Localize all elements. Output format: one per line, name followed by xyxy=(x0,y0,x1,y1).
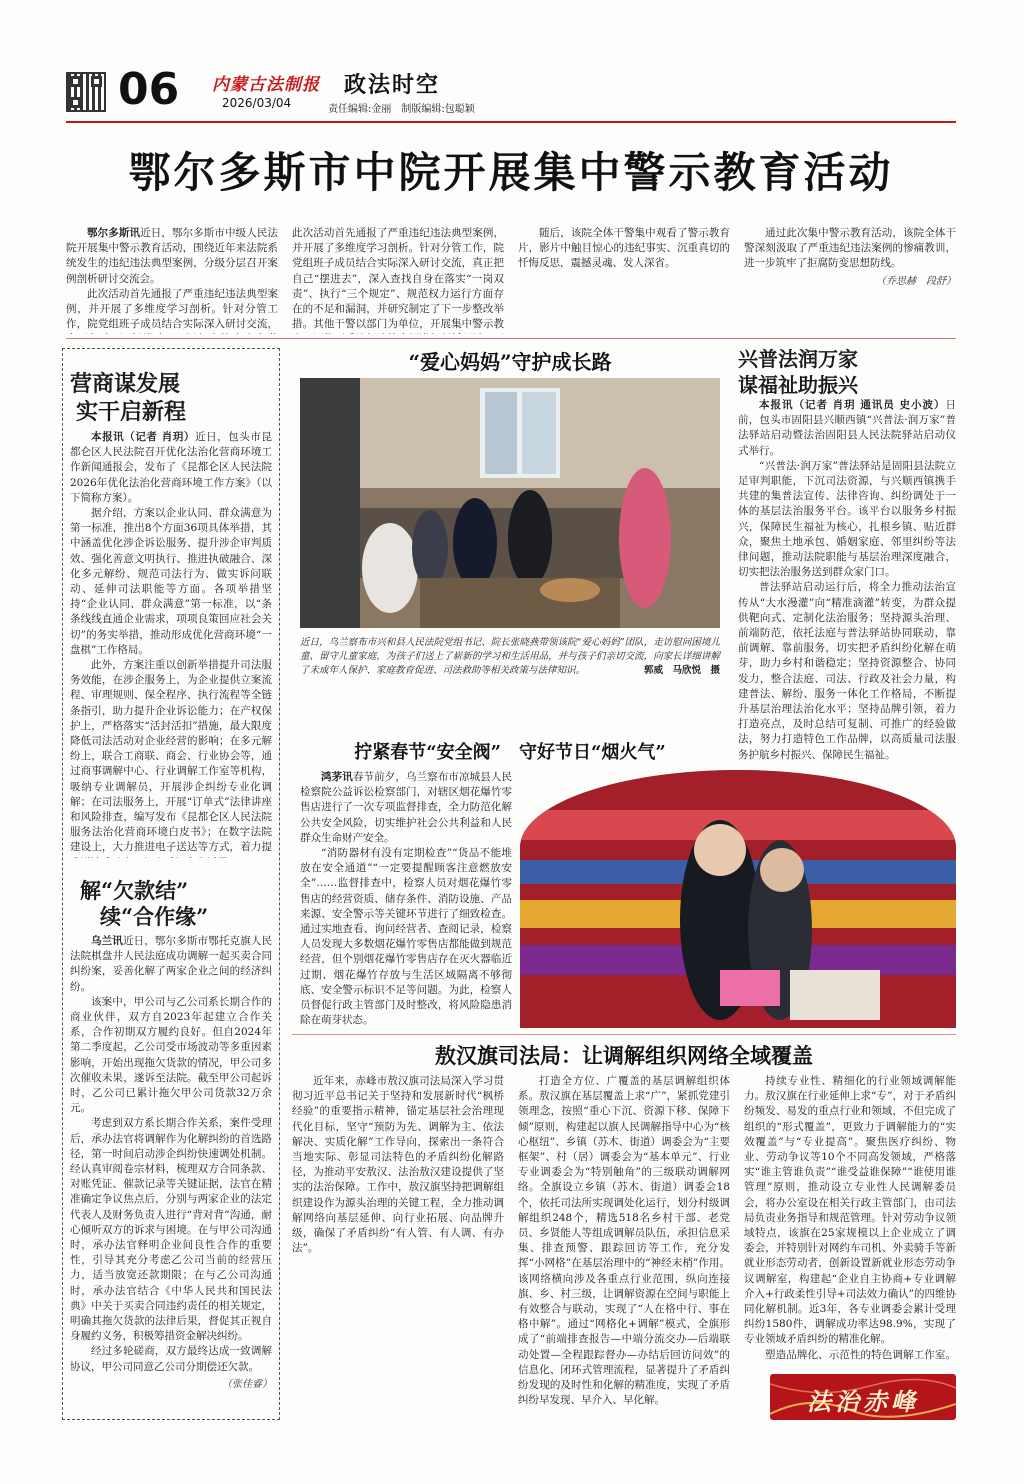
family-visit-photo xyxy=(300,378,720,628)
lead-article-para2-cont: 此次活动首先通报了严重违纪违法典型案例，并开展了多维度学习剖析。针对分管工作，院党组班子成员结合实际深入研讨交流，真正把自己“摆进去”，深入查找自身在落实“一岗双责”、执行“三个规定”、规范权力运行方面存在的不足和漏洞，并研究制定了下一步整改举措。其他干警以部门为单位，开展集中警示教 xyxy=(292,227,504,331)
photo1-caption xyxy=(300,636,720,690)
left-story2-body xyxy=(70,934,272,1410)
right-story-para1: 日前，包头市固阳县兴顺西镇“兴普法·润万家”普法驿站启动暨法治固阳县人民法院驿站启动仪式举行。 xyxy=(738,399,956,457)
lead-article-para3: 随后，该院全体干警集中观看了警示教育片，影片中触目惊心的违纪事实、沉重真切的忏悔反思，震撼灵魂、发人深省。 xyxy=(518,227,730,270)
left-story2-dateline: 乌兰讯 xyxy=(91,935,123,947)
left-story2-title-line1: 解“欠款结” xyxy=(80,878,189,903)
right-story-para2: “兴普法·润万家”普法驿站是固阳县法院立足审判职能，下沉司法资源，与兴顺西镇携手共建的集普法宣传、法律咨询、纠纷调处于一体的基层法治服务平台。该平台以服务乡村振兴，保障民生福祉为核心，扎根乡镇、贴近群众，聚焦土地承包、婚姻家庭、邻里纠纷等法律问题，推动法院职能与基层治理深度融合，切实把法治服务送到群众家门口。 xyxy=(738,459,956,579)
corner-logo-text: 法治赤峰 xyxy=(807,1387,919,1416)
left-story2-para3: 考虑到双方系长期合作关系，案件受理后，承办法官将调解作为化解纠纷的首选路径，第一时间启动涉企纠纷快速调处机制。经认真审阅卷宗材料，梳理双方合同条款、对账凭证、催款记录等关键证据，法官在精准确定争议焦点后，分别与两家企业的法定代表人及财务负责人进行“背对背”沟通，耐心倾听双方的诉求与困境。在与甲公司沟通时，承办法官释明企业间良性合作的重要性，引导其充分考虑乙公司当前的经营压力，适当放宽还款期限；在与乙公司沟通时，承办法官结合《中华人民共和国民法典》中关于买卖合同违约责任的相关规定，明确其拖欠货款的法律后果，督促其正视自身履约义务，积极筹措资金解决纠纷。 xyxy=(70,1117,272,1343)
right-story-title-line1: 兴普法润万家 xyxy=(738,347,858,371)
left-story1-para2: 据介绍，方案以企业认同、群众满意为第一标准，推出8个方面36项具体举措，其中涵盖优化涉企诉讼服务、提升涉企审判质效、强化善意文明执行、推进执破融合、深化多元解纷、规范司法行为、做实诉问联动、延伸司法职能等方面。各项举措坚持“企业认同、群众满意”第一标准，以“条条线线直通企业需求，项项良策回应社会关切”的务实举措，推动形成优化营商环境“一盘棋”工作格局。 xyxy=(70,507,272,656)
lead-article-dateline: 鄂尔多斯讯 xyxy=(87,227,141,239)
bottom-article-para3: 持续专业性、精细化的行业领域调解能力。敖汉旗在行业延伸上求“专”，对于矛盾纠纷频发、易发的重点行业和领域，不但完成了组织的“形式覆盖”，更致力于调解能力的“实效覆盖”与“专业提高”。聚焦医疗纠纷、物业、劳动争议等10个不同高发领域，严格落实“谁主管谁负责”“谁受益谁保障”“谁使用谁管理”原则，推动设立专业性人民调解委员会，将办公室设在相关行政主管部门，由司法局负责业务指导和规范管理。针对劳动争议领域特点，该旗在25家规模以上企业成立了调委会，并特别针对网约车司机、外卖骑手等新就业形态劳动者，创新设置新就业形态劳动争议调解室，构建起“企业自主协商+专业调解介入+行政柔性引导+司法效力确认”的四维协同化解机制。近3年，各专业调委会累计受理纠纷1580件，调解成功率达98.9%，实现了专业领域矛盾纠纷的精准化解。 xyxy=(744,1075,956,1346)
bottom-article-col3 xyxy=(744,1074,956,1364)
left-story1-title xyxy=(70,370,270,426)
lead-article-para4: 通过此次集中警示教育活动，该院全体干警深刻汲取了严重违纪违法案例的惨痛教训，进一步筑牢了拒腐防变思想防线。 xyxy=(744,227,956,270)
section-title: 政法时空 xyxy=(344,72,441,98)
family-visit-photo-svg xyxy=(300,378,720,628)
photo1-credit: 郭威 马欣悦 摄 xyxy=(643,665,720,676)
fireworks-inspection-photo xyxy=(520,770,956,1028)
left-story2-para2: 该案中，甲公司与乙公司系长期合作的商业伙伴，双方自2023年起建立合作关系，合作初期双方履约良好。但自2024年第二季度起，乙公司受市场波动等多重因素影响，开始出现拖欠货款的情况，甲公司多次催收未果，遂诉至法院。截至甲公司起诉时，乙公司已累计拖欠甲公司货款32万余元。 xyxy=(70,995,272,1115)
bottom-article-col1 xyxy=(292,1074,504,1414)
lead-article-col3 xyxy=(518,226,730,334)
left-story1-para3: 此外，方案注重以创新举措提升司法服务效能，在涉企服务上，为企业提供立案流程、审理规则、保全程序、执行流程等全链条指引，助力提升企业诉讼能力；在产权保护上，严格落实“活封活扣”措施，最大限度降低司法活动对企业经营的影响；在多元解纷上，联合工商联、商会、行业协会等，通过商事调解中心、行业调解工作室等机构，吸纳专业调解员，开展涉企纠纷专业化调解；在司法服务上，开展“订单式”法律讲座和风险排查，编写发布《昆都仑区人民法院服务法治化营商环境白皮书》；在数字法院建设上，大力推进电子送达等方式，着力提 xyxy=(70,659,272,854)
page-number: 06 xyxy=(118,64,180,115)
right-story-dateline: 本报讯（记者 肖玥 通讯员 史小波） xyxy=(759,399,946,411)
bottom-article-para1: 近年来，赤峰市敖汉旗司法局深入学习贯彻习近平总书记关于坚持和发展新时代“枫桥经验”的重要指示精神，锚定基层社会治理现代化目标，坚守“预防为先、调解为主、依法解决、实质化解”工作导向，探索出一条符合当地实际、彰显司法特色的矛盾纠纷化解路径，为推动平安敖汉、法治敖汉建设提供了坚实的法治保障。工作中，敖汉旗坚持把调解组织建设作为源头治理的关键工程，全力推动调解网络向基层延伸、向行业拓展、向品牌升级，确保了矛盾纠纷“有人管、有人调、有办法”。 xyxy=(292,1075,504,1255)
left-story1-title-line2: 实干启新程 xyxy=(76,399,187,425)
photo2-para2: “消防器材有没有定期检查”“货品不能堆放在安全通道”“一定要提醒顾客注意燃放安全”……监督排查中，检察人员对烟花爆竹零售店的经营资质、储存条件、消防设施、产品来源、安全警示等关键环节进行了细致检查。通过实地查看、询问经营者、查阅记录，检察人员发现大多数烟花爆竹零售店都能做到规范经营，但个别烟花爆竹零售店存在灭火器临近过期、烟花爆竹存放与生活区域隔离不够彻底、安全警示标识不足等问题。为此，检察人员督促行政主管部门及时整改，将风险隐患消除在萌芽状态。 xyxy=(300,847,512,1027)
editors-credit: 责任编辑:金丽 制版编辑:包聪颖 xyxy=(328,104,475,115)
lead-article-col2 xyxy=(292,226,504,334)
main-headline: 鄂尔多斯市中院开展集中警示教育活动 xyxy=(128,148,894,197)
left-story2-byline: （张佳睿） xyxy=(222,1378,272,1390)
bottom-article-para4: 塑造品牌化、示范性的特色调解工作室。 xyxy=(765,1348,956,1361)
lead-article-para1: 近日，鄂尔多斯市中级人民法院开展集中警示教育活动，围绕近年来法院系统发生的违纪违法典型案例，分级分层召开案例剖析研讨交流会。 xyxy=(66,227,278,285)
bottom-article-title: 敖汉旗司法局：让调解组织网络全域覆盖 xyxy=(435,1043,813,1068)
left-story2-para4: 经过多轮磋商，双方最终达成一致调解协议，甲公司同意乙公司分期偿还欠款。 xyxy=(70,1345,272,1373)
fireworks-inspection-photo-svg xyxy=(520,770,956,1028)
bottom-article-para2: 打造全方位、广覆盖的基层调解组织体系。敖汉旗在基层覆盖上求“广”，紧抓党建引领理念，按照“重心下沉、资源下移、保障下倾”原则，构建起以旗人民调解指导中心为“核心枢纽”、乡镇（苏木、街道）调委会为“主要框架”、村（居）调委会为“基本单元”、行业专业调委会为“特别触角”的三级联动调解网络。全旗设立乡镇（苏木、街道）调委会18个，依托司法所实现调处化运行，划分村级调解组织248个，精选518名乡村干部、老党员、乡贤能人等组成调解员队伍，承担信息采集、排查预警、跟踪回访等工作，充分发挥“小网格”在基层治理中的“神经末梢”作用。该网络横向涉及各重点行业范围，纵向连接旗、乡、村三级，让调解资源在空间与职能上有效整合与联动，实现了“人在格中行、事在格中解”。通过“网格化+调解”模式，全旗形成了“前端排查报告—中端分流交办—后端联动处置—全程跟踪督办—办结后回访问效”的信息化、闭环式管理流程，显著提升了矛盾纠纷发现的及时性和化解的精准度，实现了矛盾纠纷早发现、早介入、早化解。 xyxy=(518,1075,730,1407)
photo1-title: “爱心妈妈”守护成长路 xyxy=(408,350,612,374)
left-story1-para1: 近日，包头市昆都仑区人民法院召开优化法治化营商环境工作新闻通报会，发布了《昆都仑区人民法院2026年优化法治化营商环境工作方案》（以下简称方案）。 xyxy=(70,431,272,504)
section-divider-1 xyxy=(66,338,956,339)
masthead-divider xyxy=(66,121,956,123)
photo2-para1: 春节前夕，乌兰察布市凉城县人民检察院公益诉讼检察部门，对辖区烟花爆竹零售店进行了一次专项监督排查，全力防范化解公共安全风险，切实维护社会公共利益和人民群众生命财产安全。 xyxy=(300,771,512,844)
left-story1-body xyxy=(70,430,272,858)
lead-article-byline: （乔思赫 段舒） xyxy=(876,275,956,287)
qr-code xyxy=(66,72,106,112)
corner-logo-banner xyxy=(770,1374,956,1420)
lead-article-col4 xyxy=(744,226,956,334)
right-story-body xyxy=(738,398,956,762)
left-story1-title-line1: 营商谋发展 xyxy=(70,371,181,397)
left-story2-para1: 近日，鄂尔多斯市鄂托克旗人民法院棋盘井人民法庭成功调解一起买卖合同纠纷案，妥善化解了两家企业之间的经济纠纷。 xyxy=(70,935,272,993)
left-story2-title-line2: 续“合作缘” xyxy=(100,904,209,929)
photo2-title: 拧紧春节“安全阀” 守好节日“烟火气” xyxy=(354,742,666,763)
left-story1-dateline: 本报讯（记者 肖玥） xyxy=(91,431,195,443)
lead-article-col1 xyxy=(66,226,278,334)
photo2-dateline: 鸿茅讯 xyxy=(321,771,353,783)
bottom-article-rule xyxy=(292,1034,956,1035)
right-story-para3: 普法驿站启动运行后，将全力推动法治宣传从“大水漫灌”向“精准滴灌”转变，为群众提供靶向式、定制化法治服务；坚持源头治理、前端防范，依托法庭与普法驿站协同联动，靠前调解、靠前服务，切实把矛盾纠纷化解在萌芽，助力乡村和谐稳定；坚持资源整合、协同发力，整合法庭、司法、行政及社会力量，构建普法、解纷、服务一体化工作格局，不断提升基层治理法治化水平；坚持品牌引领，着力打造亮点，及时总结可复制、可推广的经验做法，努力打造特色工作品牌，以高质量司法服务护航乡村振兴、保障民生福祉。 xyxy=(738,581,956,761)
right-story-title-line2: 谋福祉助振兴 xyxy=(738,373,858,397)
left-story2-title xyxy=(70,878,270,930)
lead-article-para2-start: 此次活动首先通报了严重违纪违法典型案例，并开展了多维度学习剖析。针对分管工作，院党组班子成员结合实际深入研讨交流， xyxy=(66,287,278,331)
photo2-story-body xyxy=(300,770,512,1028)
photo1-caption-text: 近日，乌兰察布市兴和县人民法院党组书记、院长张晓燕带领该院“爱心妈妈”团队，走访慰问困境儿童、留守儿童家庭，为孩子们送上了崭新的学习和生活用品，并与孩子们亲切交流，向家长详细讲解了未成年人保护、家庭教育促进、司法救助等相关政策与法律知识。 xyxy=(300,637,720,676)
issue-date: 2026/03/04 xyxy=(222,96,292,110)
bottom-article-col2 xyxy=(518,1074,730,1414)
paper-name-logo: 内蒙古法制报 xyxy=(212,75,320,95)
right-story-title xyxy=(738,346,956,398)
